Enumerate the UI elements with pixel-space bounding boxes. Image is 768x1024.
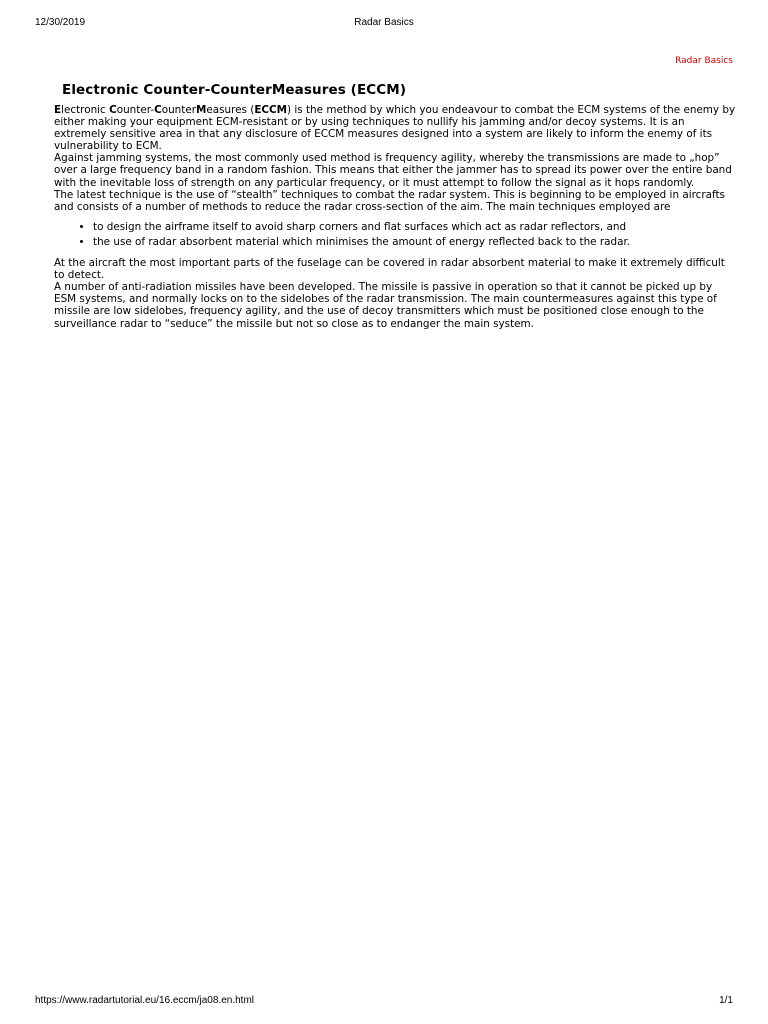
intro-initial-e: E [54,104,62,116]
page-title: Electronic Counter-CounterMeasures (ECCM) [62,82,407,98]
intro-text-2: ounter- [116,104,155,116]
intro-initial-c2: C [154,104,162,116]
intro-text-1: lectronic [61,104,110,116]
page-number: 1/1 [719,995,733,1006]
intro-initial-c1: C [109,104,117,116]
stealth-techniques-list [54,221,736,248]
radar-basics-link[interactable]: Radar Basics [675,56,733,66]
intro-initial-m: M [196,104,207,116]
fuselage-paragraph: At the aircraft the most important parts of the fuselage can be covered in radar absorbent material to make it extremely difficult to detect. [54,257,725,282]
intro-paragraph [54,104,736,152]
print-header [0,17,768,31]
list-item: • to design the airframe itself to avoid sharp corners and flat surfaces which act as radar reflectors, and [93,221,736,233]
missile-paragraph: A number of anti-radiation missiles have been developed. The missile is passive in operation so that it cannot be picked up by ESM systems, and normally locks on to the sidelobes of the radar transmission. The main countermeasures against this type of missile are low sidelobes, frequency agility, and the use of decoy transmitters which must be positioned close enough to the surveillance radar to “seduce” the missile but not so close as to endanger the main system. [54,281,717,330]
print-url: https://www.radartutorial.eu/16.eccm/ja08.en.html [35,995,254,1006]
print-footer [0,995,768,1009]
intro-text-4: easures ( [206,104,255,116]
jamming-paragraph: Against jamming systems, the most commonly used method is frequency agility, whereby the transmissions are made to „hop” over a large frequency band in a random fashion. This means that either the jammer has to spread its power over the entire band with the inevitable loss of strength on any particular frequency, or it must attempt to follow the signal as it hops randomly. [54,152,732,189]
print-date: 12/30/2019 [35,17,86,28]
intro-text-5: ) is the method by which you endeavour to combat the ECM systems of the enemy by either making your equipment ECM-resistant or by using techniques to nullify his jamming and/or decoy systems. It is an extremely sensitive area in that any disclosure of ECCM measures designed into a system are likely to inform the enemy of its vulnerability to ECM. [54,104,736,153]
print-title: Radar Basics [354,17,414,28]
stealth-paragraph: The latest technique is the use of “stealth” techniques to combat the radar system. This is beginning to be employed in aircrafts and consists of a number of methods to reduce the radar cross-section of the aim. The main techniques employed are [54,188,725,213]
intro-abbreviation: ECCM [254,104,288,116]
intro-text-3: ounter [161,104,196,116]
article-body [54,104,736,330]
list-item: • the use of radar absorbent material which minimises the amount of energy reflected back to the radar. [93,236,736,248]
